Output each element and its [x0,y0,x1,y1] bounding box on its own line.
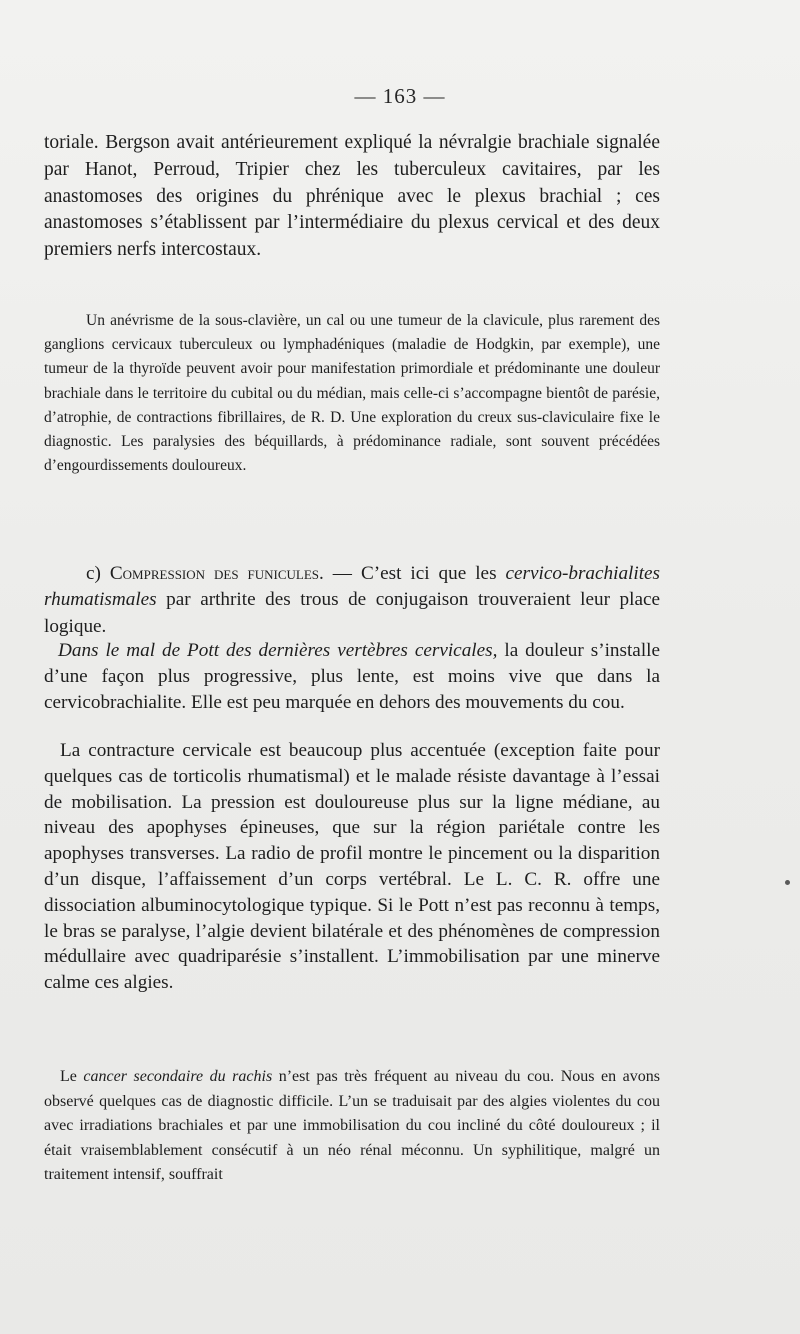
paragraph-funicule-compression [44,561,660,640]
italic-term-mal-de-pott: Dans le mal de Pott des dernières vertèbres cervicales, [58,640,498,661]
print-speck [785,880,790,885]
page-number: — 163 — [354,84,446,108]
section-label: c) [86,563,110,584]
paragraph-secondary-cancer [44,1065,660,1188]
italic-term-cancer-secondaire: cancer secondaire du rachis [83,1068,273,1085]
paragraph-text: la douleur s’installe d’une façon plus progressive, plus lente, est moins vive que dans la cervicobrachialite. Elle est peu marquée en dehors des mouvements du cou. [44,640,661,713]
paragraph-lead: Le [60,1068,84,1085]
paragraph-aneurysm-tumors: Un anévrisme de la sous-clavière, un cal ou une tumeur de la clavicule, plus rarement des ganglions cervicaux tuberculeux ou lymphadéniques (maladie de Hodgkin, par exemple), une tumeur de la thyroïde peuvent avoir pour manifestation primordiale et prédominante une douleur brachiale dans le territoire du cubital ou du médian, mais celle-ci s’accompagne bientôt de parésie, d’atrophie, de contractions fibrillaires, de R. D. Une exploration du creux sus-claviculaire fixe le diagnostic. Les paralysies des béquillards, à prédominance radiale, sont souvent précédées d’engourdissements douloureux. [44,312,660,475]
paragraph-pott-disease [44,638,660,715]
paragraph-cervical-contracture: La contracture cervicale est beaucoup plus accentuée (exception faite pour quelques cas de torticolis rhumatismal) et le malade résiste davantage à l’essai de mobilisation. La pression est douloureuse plus sur la ligne médiane, au niveau des apophyses épineuses, que sur la région pariétale contre les apophyses transverses. La radio de profil montre le pincement ou la disparition d’un disque, l’affaissement d’un corps vertébral. Le L. C. R. offre une dissociation albuminocytologique typique. Si le Pott n’est pas reconnu à temps, le bras se paralyse, l’algie devient bilatérale et des phénomènes de compression médullaire avec quadriparésie s’installent. L’immobilisation par une minerve calme ces algies. [44,740,660,994]
heading-dash-text: — C’est ici que les [323,563,506,584]
paragraph-text: n’est pas très fréquent au niveau du cou. Nous en avons observé quelques cas de diagnostic difficile. L’un se traduisait par des algies violentes du cou avec irradiations brachiales et par une immobilisation du cou incliné du côté douloureux ; il était vraisemblablement consécutif à un néo rénal méconnu. Un syphilitique, malgré un traitement intensif, souffrait [44,1068,661,1184]
italic-term-cervico-brachialites: cervico-brachialites rhumatismales [44,563,661,611]
paragraph-text: par arthrite des trous de conjugaison trouveraient leur place logique. [44,589,660,637]
paragraph-bergson-neuralgia: toriale. Bergson avait antérieurement expliqué la névralgie brachiale signalée par Hanot, Perroud, Tripier chez les tuberculeux cavitaires, par les anastomoses des origines du phrénique avec le plexus brachial ; ces anastomoses s’établissent par l’intermédiaire du plexus cervical et des deux premiers nerfs intercostaux. [44,132,660,261]
section-heading: Compression des funicules. [109,563,324,584]
